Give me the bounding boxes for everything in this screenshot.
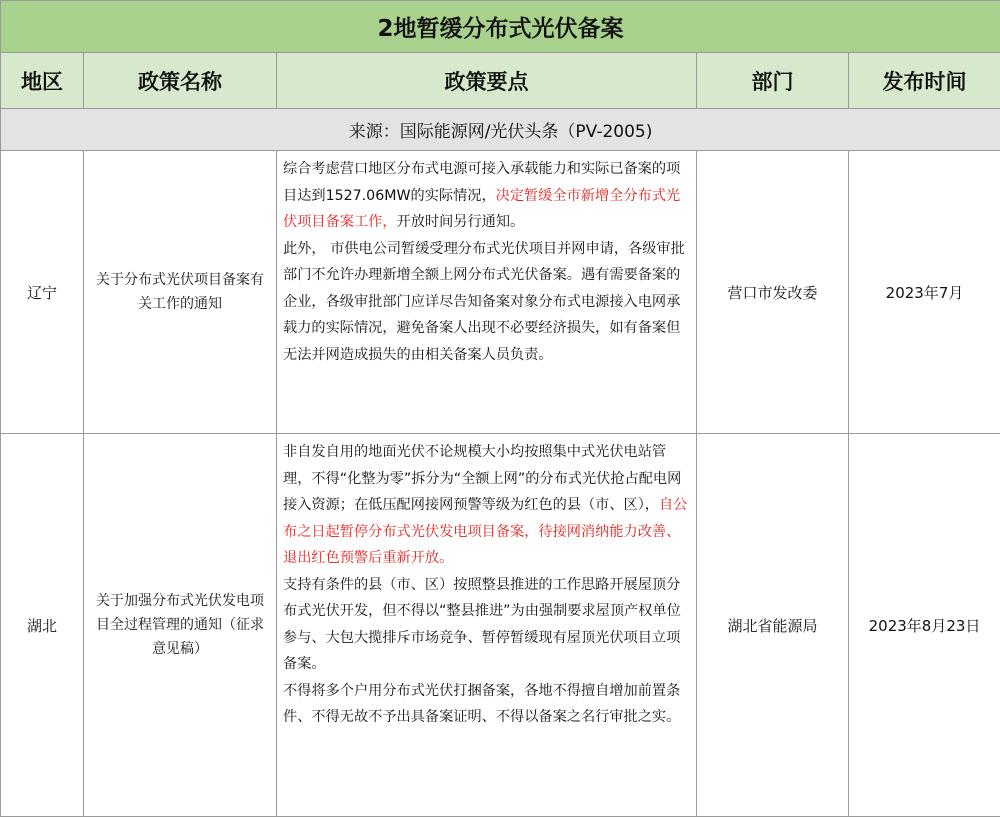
point-text: 综合考虑营口地区分布式电源可接入承载能力和实际已备案的项目达到1527.06MW的实际情况， <box>283 161 680 204</box>
source-note: 来源：国际能源网/光伏头条（PV-2005) <box>1 109 1000 151</box>
header-policy-name: 政策名称 <box>84 53 277 109</box>
point-highlight: 自公布之日起暂停分布式光伏发电项目备案，待接网消纳能力改善、退出红色预警后重新开放。 <box>283 497 687 566</box>
point-paragraph <box>283 439 691 572</box>
row-key-points <box>277 151 697 434</box>
row-region: 辽宁 <box>1 151 84 434</box>
header-publish-date: 发布时间 <box>849 53 1000 109</box>
row-policy-name: 关于分布式光伏项目备案有关工作的通知 <box>84 151 277 434</box>
point-paragraph: 支持有条件的县（市、区）按照整县推进的工作思路开展屋顶分布式光伏开发，但不得以“整县推进”为由强制要求屋顶产权单位参与、大包大揽排斥市场竞争、暂停暂缓现有屋顶光伏项目立项备案。 <box>283 572 691 678</box>
header-key-points: 政策要点 <box>277 53 697 109</box>
header-region: 地区 <box>1 53 84 109</box>
table-row <box>1 434 1000 817</box>
table-title: 2地暂缓分布式光伏备案 <box>1 1 1000 53</box>
table-row <box>1 151 1000 434</box>
source-row <box>1 109 1000 151</box>
row-policy-name: 关于加强分布式光伏发电项目全过程管理的通知（征求意见稿） <box>84 434 277 817</box>
row-date: 2023年8月23日 <box>849 434 1000 817</box>
title-row <box>1 1 1000 53</box>
point-paragraph <box>283 156 691 236</box>
row-region: 湖北 <box>1 434 84 817</box>
row-department: 湖北省能源局 <box>697 434 849 817</box>
header-row <box>1 53 1000 109</box>
point-text: 开放时间另行通知。 <box>397 214 525 230</box>
point-text: 非自发自用的地面光伏不论规模大小均按照集中式光伏电站管理，不得“化整为零”拆分为“全额上网”的分布式光伏抢占配电网接入资源；在低压配网接网预警等级为红色的县（市、区）， <box>283 444 681 513</box>
header-department: 部门 <box>697 53 849 109</box>
point-highlight: 决定暂缓全市新增全分布式光伏项目备案工作， <box>283 188 680 231</box>
row-key-points <box>277 434 697 817</box>
row-department: 营口市发改委 <box>697 151 849 434</box>
row-date: 2023年7月 <box>849 151 1000 434</box>
point-paragraph: 此外， 市供电公司暂缓受理分布式光伏项目并网申请，各级审批部门不允许办理新增全额上网分布式光伏备案。遇有需要备案的企业，各级审批部门应详尽告知备案对象分布式电源接入电网承载力的实际情况，避免备案人出现不必要经济损失，如有备案但无法并网造成损失的由相关备案人员负责。 <box>283 236 691 369</box>
point-paragraph: 不得将多个户用分布式光伏打捆备案，各地不得擅自增加前置条件、不得无故不予出具备案证明、不得以备案之名行审批之实。 <box>283 678 691 731</box>
